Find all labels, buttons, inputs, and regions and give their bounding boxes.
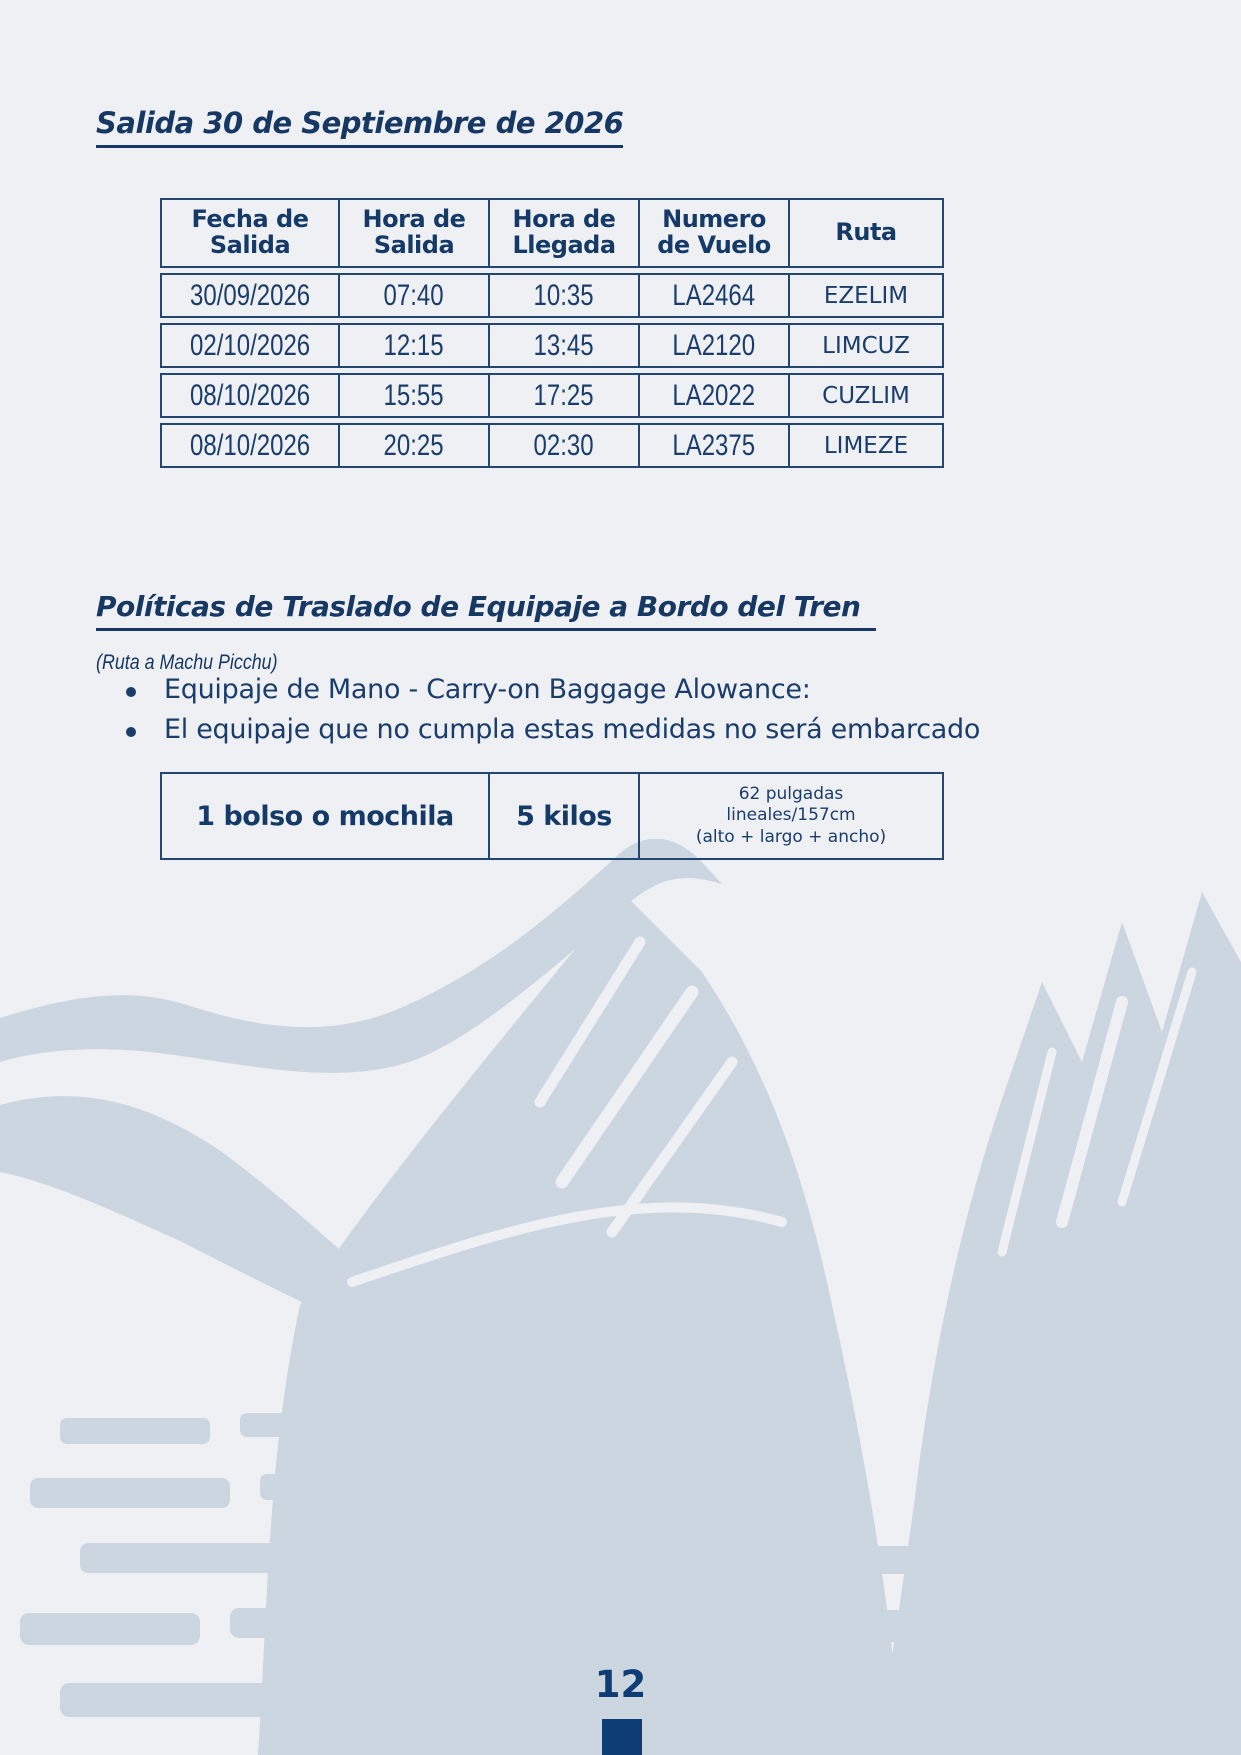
cell-ruta: CUZLIM [790,373,944,418]
column-header-fecha-de-salida: Fecha de Salida [160,198,340,268]
table-row [160,373,944,418]
column-header-hora-de-salida: Hora de Salida [340,198,490,268]
cell-fecha: 08/10/2026 [160,373,340,418]
bullet-item-no-embarcado: El equipaje que no cumpla estas medidas no será embarcado [112,714,980,745]
cell-fecha: 30/09/2026 [160,273,340,318]
cell-numero-vuelo: LA2120 [640,323,790,368]
baggage-allowance-table [160,772,944,860]
cell-numero-vuelo: LA2464 [640,273,790,318]
cell-fecha: 02/10/2026 [160,323,340,368]
cell-numero-vuelo: LA2375 [640,423,790,468]
cell-hora-salida: 20:25 [340,423,490,468]
cell-hora-salida: 07:40 [340,273,490,318]
cell-ruta: LIMCUZ [790,323,944,368]
cell-ruta: EZELIM [790,273,944,318]
cell-numero-vuelo: LA2022 [640,373,790,418]
baggage-bullet-list [112,674,980,754]
table-header-row [160,198,944,268]
table-row [160,423,944,468]
cell-fecha: 08/10/2026 [160,423,340,468]
cell-hora-llegada: 02:30 [490,423,640,468]
cell-hora-salida: 12:15 [340,323,490,368]
cell-baggage-dimensions: 62 pulgadas lineales/157cm (alto + largo + ancho) [640,772,944,860]
cell-baggage-weight: 5 kilos [490,772,640,860]
column-header-hora-de-llegada: Hora de Llegada [490,198,640,268]
baggage-route-subtitle: (Ruta a Machu Picchu) [96,651,278,674]
column-header-ruta: Ruta [790,198,944,268]
baggage-title-text: Políticas de Traslado de Equipaje a Bordo del Tren [96,590,876,631]
cell-hora-salida: 15:55 [340,373,490,418]
cell-hora-llegada: 17:25 [490,373,640,418]
departure-title-text: Salida 30 de Septiembre de 2026 [96,106,623,148]
cell-baggage-piece: 1 bolso o mochila [160,772,490,860]
table-row [160,323,944,368]
bullet-item-carry-on: Equipaje de Mano - Carry-on Baggage Alowance: [112,674,980,705]
cell-ruta: LIMEZE [790,423,944,468]
table-row [160,273,944,318]
table-row [160,772,944,860]
departure-section-title [96,106,623,148]
baggage-policy-section-title [96,590,876,631]
page-number: 12 [594,1663,647,1706]
cell-hora-llegada: 10:35 [490,273,640,318]
footer-square-decoration [602,1719,642,1755]
flight-schedule-table [160,198,944,468]
cell-hora-llegada: 13:45 [490,323,640,368]
column-header-numero-de-vuelo: Numero de Vuelo [640,198,790,268]
